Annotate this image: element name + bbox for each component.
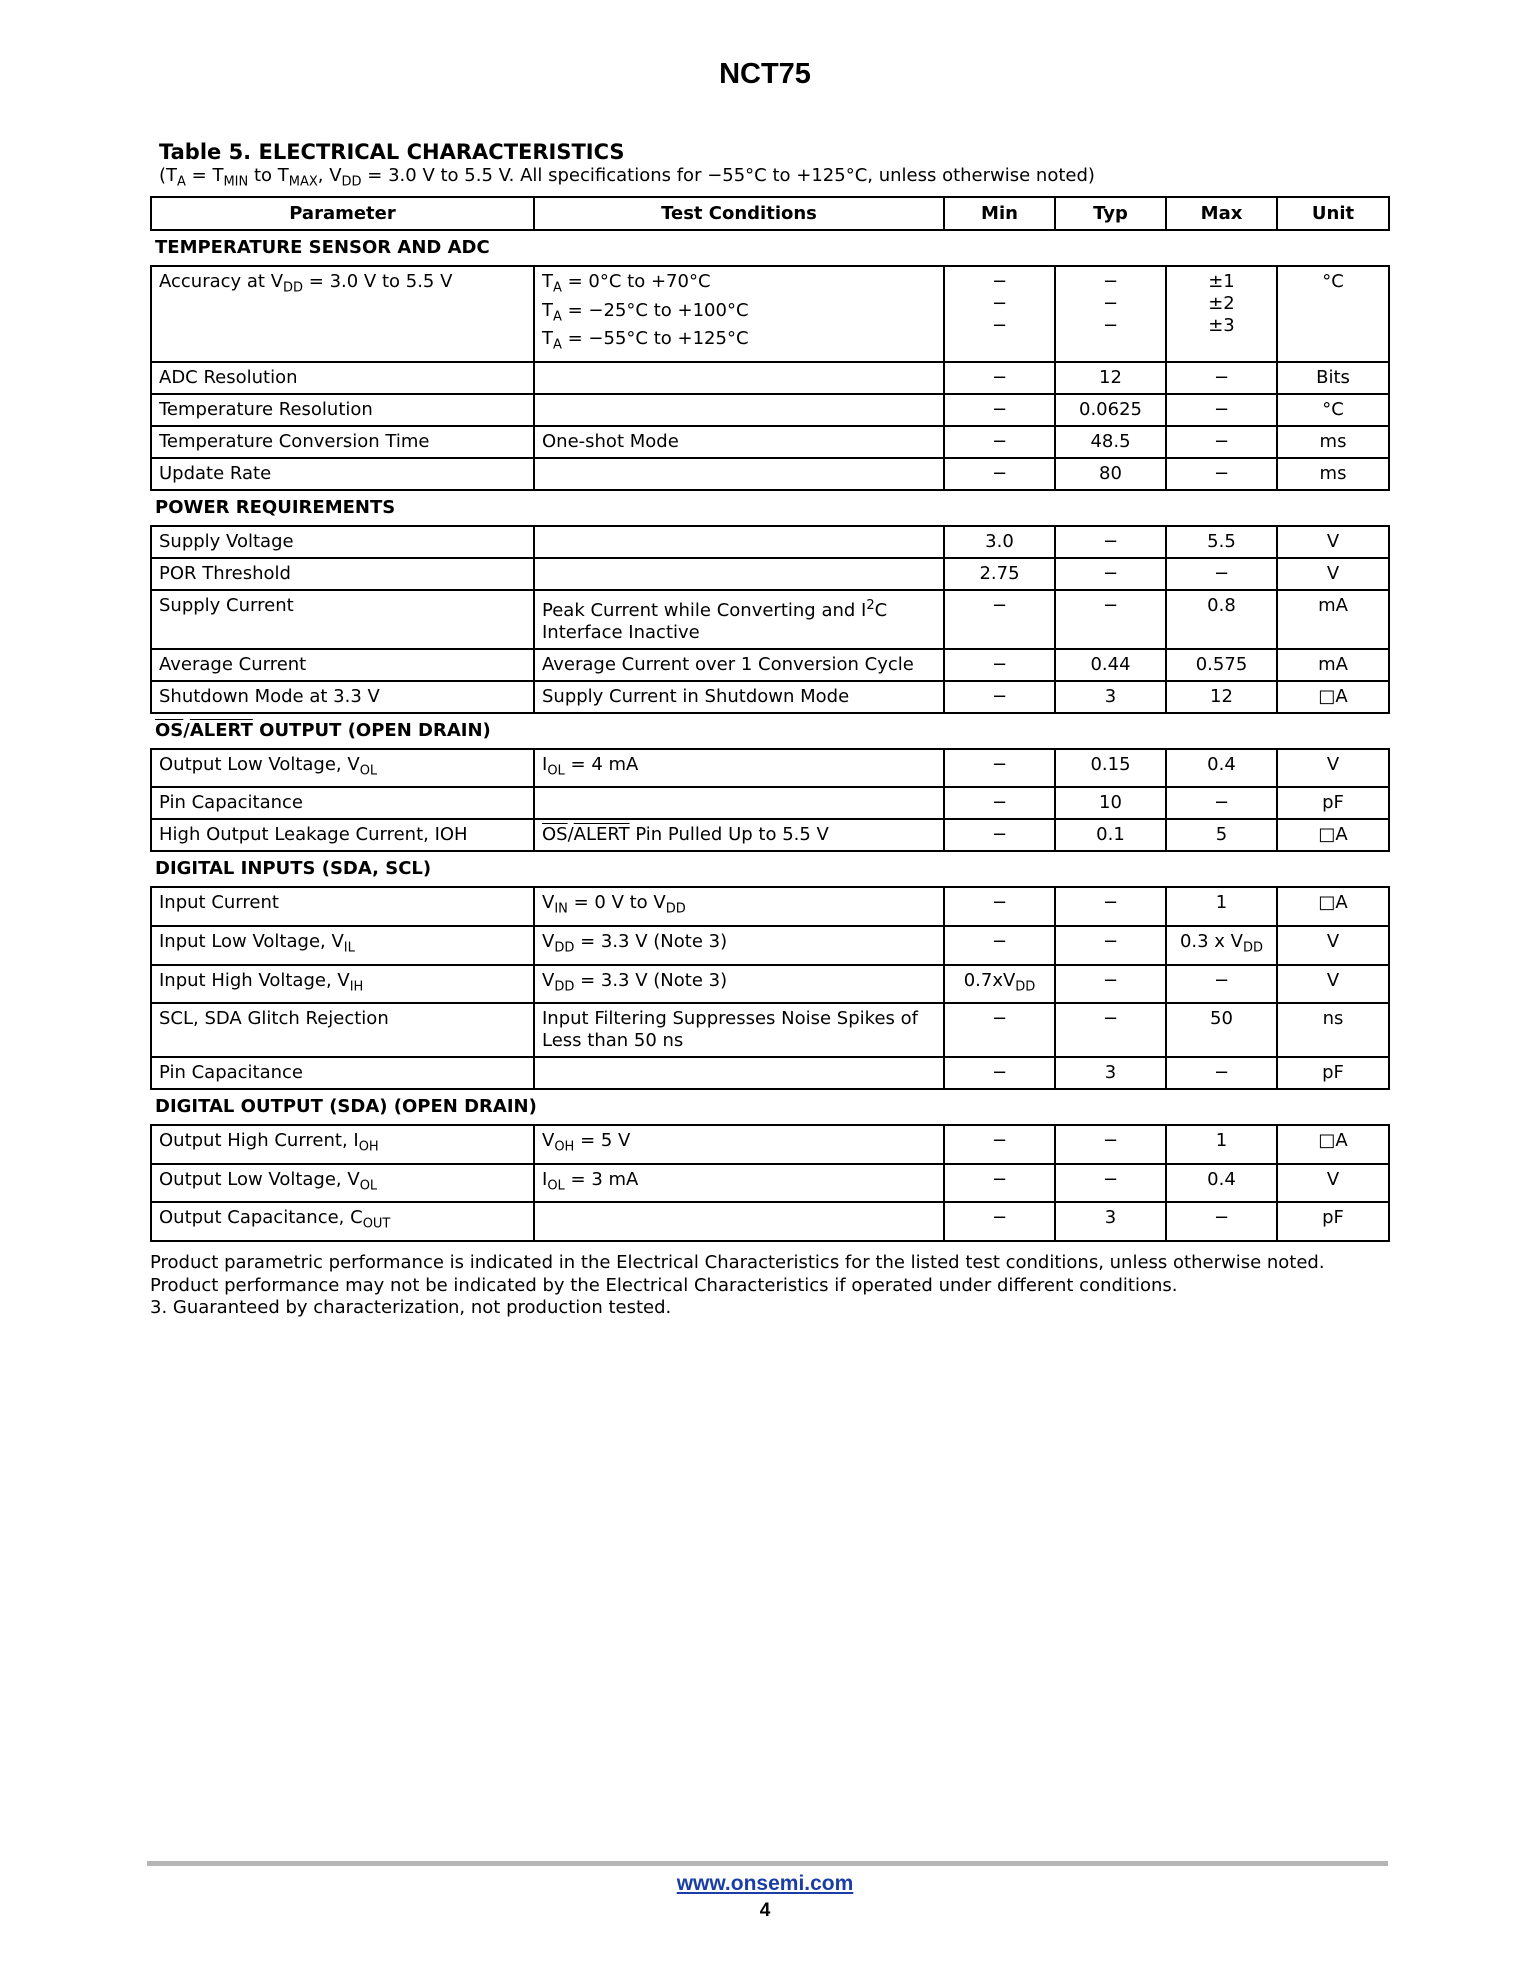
table-row (151, 649, 1389, 681)
cell-max: − (1166, 394, 1277, 426)
cell-typ: 80 (1055, 458, 1166, 490)
table-row (151, 394, 1389, 426)
electrical-characteristics-table-wrapper (150, 196, 1388, 1242)
cell-typ: 12 (1055, 362, 1166, 394)
cell-typ: 10 (1055, 787, 1166, 819)
cell-test-conditions: Average Current over 1 Conversion Cycle (534, 649, 944, 681)
cell-typ: − (1055, 558, 1166, 590)
cell-max: 5.5 (1166, 526, 1277, 558)
cell-min: 3.0 (944, 526, 1055, 558)
table-title: Table 5. ELECTRICAL CHARACTERISTICS (159, 140, 625, 164)
column-header-min: Min (944, 197, 1055, 230)
section-title: POWER REQUIREMENTS (151, 490, 1389, 526)
cell-typ: 0.44 (1055, 649, 1166, 681)
table-row (151, 426, 1389, 458)
cell-max: − (1166, 1202, 1277, 1241)
cell-test-conditions (534, 526, 944, 558)
cell-min: − (944, 426, 1055, 458)
cell-unit: pF (1277, 787, 1389, 819)
section-title: DIGITAL INPUTS (SDA, SCL) (151, 851, 1389, 887)
cell-test-conditions: $V_{DD} = 3.3$ V (Note 3) (534, 965, 944, 1004)
cell-typ: 3 (1055, 1202, 1166, 1241)
cell-test-conditions (534, 394, 944, 426)
cell-parameter: Temperature Conversion Time (151, 426, 534, 458)
table-row (151, 526, 1389, 558)
table-row (151, 1164, 1389, 1203)
cell-parameter: Supply Current (151, 590, 534, 649)
cell-max: 1 (1166, 887, 1277, 926)
cell-typ: 0.0625 (1055, 394, 1166, 426)
cell-max: 1 (1166, 1125, 1277, 1164)
cell-typ: − (1055, 526, 1166, 558)
cell-unit: □A (1277, 887, 1389, 926)
column-header-parameter: Parameter (151, 197, 534, 230)
cell-typ: − (1055, 926, 1166, 965)
section-title: $\overline{OS}$/ALERT OUTPUT (OPEN DRAIN) (151, 713, 1389, 749)
cell-min: − (944, 887, 1055, 926)
cell-unit: V (1277, 749, 1389, 788)
section-header-temperature-sensor-and-adc (151, 230, 1389, 266)
cell-test-conditions: Peak Current while Converting and $I^2C$ Interface Inactive (534, 590, 944, 649)
cell-min: − (944, 458, 1055, 490)
cell-unit: pF (1277, 1202, 1389, 1241)
column-header-test-conditions: Test Conditions (534, 197, 944, 230)
cell-max: 0.4 (1166, 1164, 1277, 1203)
cell-typ: − (1055, 1125, 1166, 1164)
cell-test-conditions: $\overline{OS}$/ALERT Pin Pulled Up to 5.5 V (534, 819, 944, 851)
table-row (151, 887, 1389, 926)
cell-typ: − (1055, 965, 1166, 1004)
electrical-characteristics-table (150, 196, 1390, 1242)
table-row (151, 1202, 1389, 1241)
table-row (151, 819, 1389, 851)
performance-disclaimer: Product parametric performance is indicated in the Electrical Characteristics for the listed test conditions, unless otherwise noted. Product performance may not be indicated by the Electrical Characteristics if operated under different conditions. (150, 1252, 1325, 1296)
cell-min: − − − (944, 266, 1055, 362)
table-row (151, 362, 1389, 394)
cell-unit: □A (1277, 1125, 1389, 1164)
cell-test-conditions: $V_{DD} = 3.3$ V (Note 3) (534, 926, 944, 965)
cell-max: − (1166, 426, 1277, 458)
page-header-part-number: NCT75 (719, 58, 811, 90)
table-body (151, 230, 1389, 1241)
cell-min: − (944, 1164, 1055, 1203)
cell-typ: − (1055, 1003, 1166, 1057)
cell-parameter: Supply Voltage (151, 526, 534, 558)
cell-test-conditions (534, 787, 944, 819)
cell-parameter: Update Rate (151, 458, 534, 490)
cell-max: 0.575 (1166, 649, 1277, 681)
table-row (151, 1125, 1389, 1164)
cell-parameter: ADC Resolution (151, 362, 534, 394)
cell-min: − (944, 1202, 1055, 1241)
cell-unit: V (1277, 526, 1389, 558)
cell-unit: V (1277, 1164, 1389, 1203)
cell-parameter: Output Capacitance, $C_{OUT}$ (151, 1202, 534, 1241)
cell-test-conditions: $V_{IN} = 0$ V to $V_{DD}$ (534, 887, 944, 926)
cell-max: − (1166, 965, 1277, 1004)
table-row (151, 1003, 1389, 1057)
cell-parameter: Input Current (151, 887, 534, 926)
cell-test-conditions: Supply Current in Shutdown Mode (534, 681, 944, 713)
cell-min: 2.75 (944, 558, 1055, 590)
cell-max: 50 (1166, 1003, 1277, 1057)
section-title: DIGITAL OUTPUT (SDA) (OPEN DRAIN) (151, 1089, 1389, 1125)
cell-test-conditions: $V_{OH} = 5$ V (534, 1125, 944, 1164)
table-row (151, 926, 1389, 965)
cell-min: − (944, 590, 1055, 649)
column-header-max: Max (1166, 197, 1277, 230)
cell-parameter: Input Low Voltage, $V_{IL}$ (151, 926, 534, 965)
table-header-row (151, 197, 1389, 230)
cell-unit: Bits (1277, 362, 1389, 394)
cell-min: − (944, 1125, 1055, 1164)
cell-max: − (1166, 1057, 1277, 1089)
cell-typ: − − − (1055, 266, 1166, 362)
cell-typ: 0.1 (1055, 819, 1166, 851)
cell-min: − (944, 749, 1055, 788)
cell-min: − (944, 394, 1055, 426)
cell-parameter: Output High Current, $I_{OH}$ (151, 1125, 534, 1164)
note-3: 3. Guaranteed by characterization, not production tested. (150, 1297, 672, 1318)
cell-test-conditions (534, 1202, 944, 1241)
cell-test-conditions (534, 458, 944, 490)
section-title: TEMPERATURE SENSOR AND ADC (151, 230, 1389, 266)
section-header-digital-output (151, 1089, 1389, 1125)
cell-parameter: Pin Capacitance (151, 1057, 534, 1089)
cell-max: 0.3 x $V_{DD}$ (1166, 926, 1277, 965)
cell-min: − (944, 926, 1055, 965)
cell-typ: 3 (1055, 681, 1166, 713)
cell-max: 0.8 (1166, 590, 1277, 649)
cell-min: − (944, 649, 1055, 681)
cell-parameter: Shutdown Mode at 3.3 V (151, 681, 534, 713)
cell-max: − (1166, 787, 1277, 819)
table-row (151, 590, 1389, 649)
cell-parameter: Accuracy at $V_{DD} = 3.0$ V to 5.5 V (151, 266, 534, 362)
cell-min: − (944, 787, 1055, 819)
cell-typ: − (1055, 590, 1166, 649)
table-notes (150, 1252, 1390, 1320)
cell-parameter: Average Current (151, 649, 534, 681)
cell-unit: V (1277, 558, 1389, 590)
cell-parameter: High Output Leakage Current, IOH (151, 819, 534, 851)
cell-unit: ns (1277, 1003, 1389, 1057)
cell-typ: 3 (1055, 1057, 1166, 1089)
column-header-unit: Unit (1277, 197, 1389, 230)
cell-unit: mA (1277, 649, 1389, 681)
cell-max: 12 (1166, 681, 1277, 713)
cell-parameter: SCL, SDA Glitch Rejection (151, 1003, 534, 1057)
table-row (151, 787, 1389, 819)
cell-typ: 0.15 (1055, 749, 1166, 788)
table-row (151, 749, 1389, 788)
cell-typ: 48.5 (1055, 426, 1166, 458)
cell-min: − (944, 819, 1055, 851)
cell-parameter: Input High Voltage, $V_{IH}$ (151, 965, 534, 1004)
table-row (151, 681, 1389, 713)
table-row (151, 1057, 1389, 1089)
section-header-os-alert-output (151, 713, 1389, 749)
footer-divider (147, 1861, 1388, 1866)
cell-unit: pF (1277, 1057, 1389, 1089)
table-row (151, 266, 1389, 362)
cell-unit: ms (1277, 426, 1389, 458)
cell-test-conditions (534, 1057, 944, 1089)
table-subtitle: ($T_A = T_{MIN}$ to $T_{MAX}$, $V_{DD} = 3.0$ V to 5.5 V. All specifications for −55°C to +125°C, unless otherwise noted) (159, 165, 1095, 190)
cell-min: − (944, 362, 1055, 394)
cell-min: − (944, 681, 1055, 713)
cell-max: ±1 ±2 ±3 (1166, 266, 1277, 362)
cell-test-conditions: $T_A = 0^\circ C$ to +70°C $T_A = -25^\circ C$ to +100°C $T_A = -55^\circ C$ to +125°C (534, 266, 944, 362)
cell-min: − (944, 1057, 1055, 1089)
cell-test-conditions: Input Filtering Suppresses Noise Spikes of Less than 50 ns (534, 1003, 944, 1057)
cell-unit: ms (1277, 458, 1389, 490)
cell-test-conditions (534, 558, 944, 590)
cell-max: 5 (1166, 819, 1277, 851)
cell-max: 0.4 (1166, 749, 1277, 788)
cell-typ: − (1055, 887, 1166, 926)
cell-min: − (944, 1003, 1055, 1057)
cell-unit: °C (1277, 394, 1389, 426)
footer-website-link[interactable]: www.onsemi.com (676, 1872, 854, 1895)
cell-unit: □A (1277, 819, 1389, 851)
cell-unit: V (1277, 965, 1389, 1004)
cell-unit: □A (1277, 681, 1389, 713)
table-row (151, 965, 1389, 1004)
cell-parameter: POR Threshold (151, 558, 534, 590)
table-row (151, 458, 1389, 490)
cell-min: $0.7xV_{DD}$ (944, 965, 1055, 1004)
column-header-typ: Typ (1055, 197, 1166, 230)
cell-test-conditions: $I_{OL} = 3$ mA (534, 1164, 944, 1203)
cell-unit: V (1277, 926, 1389, 965)
cell-test-conditions: One-shot Mode (534, 426, 944, 458)
section-header-power-requirements (151, 490, 1389, 526)
cell-unit: mA (1277, 590, 1389, 649)
cell-typ: − (1055, 1164, 1166, 1203)
cell-test-conditions: $I_{OL} = 4$ mA (534, 749, 944, 788)
cell-test-conditions (534, 362, 944, 394)
cell-parameter: Output Low Voltage, $V_{OL}$ (151, 1164, 534, 1203)
page-number: 4 (759, 1900, 771, 1921)
cell-max: − (1166, 458, 1277, 490)
cell-max: − (1166, 558, 1277, 590)
cell-parameter: Pin Capacitance (151, 787, 534, 819)
cell-parameter: Temperature Resolution (151, 394, 534, 426)
section-header-digital-inputs (151, 851, 1389, 887)
cell-unit: °C (1277, 266, 1389, 362)
cell-parameter: Output Low Voltage, $V_{OL}$ (151, 749, 534, 788)
table-row (151, 558, 1389, 590)
cell-max: − (1166, 362, 1277, 394)
